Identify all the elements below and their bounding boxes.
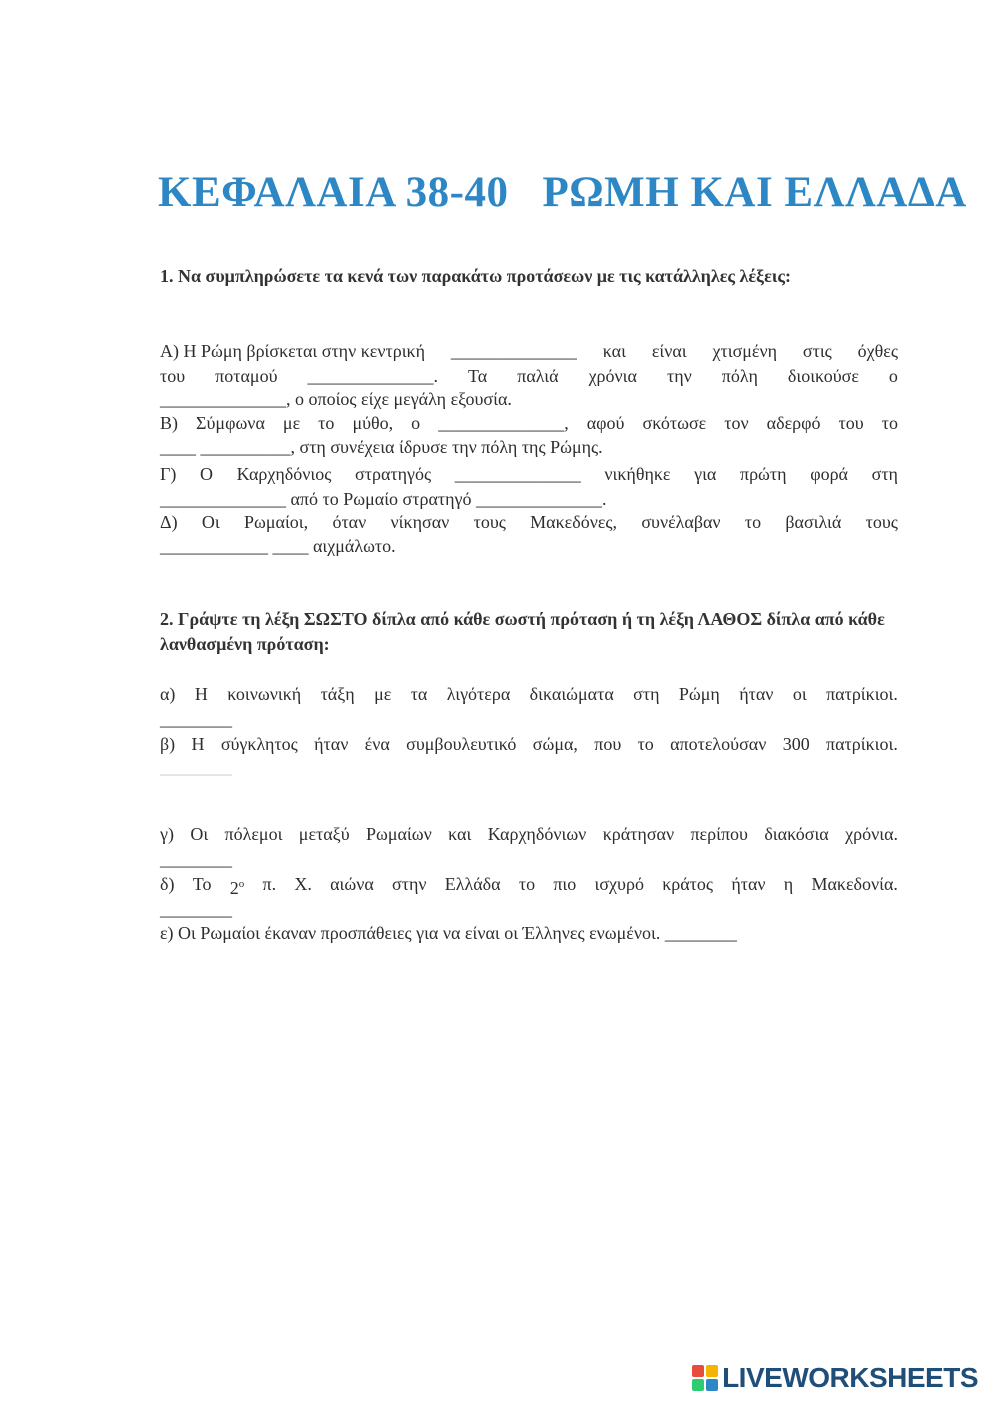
title-chapters: ΚΕΦΑΛΑΙΑ 38-40 [158, 169, 509, 216]
q2-item-d: δ) Το $2^o$ π. Χ. αιώνα στην Ελλάδα το πιο ισχυρό κράτος ήταν η Μακεδονία. [160, 874, 898, 898]
brand-name: LIVEWORKSHEETS [722, 1362, 978, 1393]
title-topic: ΡΩΜΗ ΚΑΙ ΕΛΛΑΔΑ [542, 169, 967, 216]
q2-item-a: α) Η κοινωνική τάξη με τα λιγότερα δικαιώματα στη Ρώμη ήταν οι πατρίκιοι. [160, 684, 898, 704]
question-2-heading: 2. Γράψτε τη λέξη ΣΩΣΤΟ δίπλα από κάθε σωστή πρόταση ή τη λέξη ΛΑΘΟΣ δίπλα από κάθε λανθασμένη πρόταση: [160, 609, 885, 654]
q1-line-5: ____ __________, στη συνέχεια ίδρυσε την πόλη της Ρώμης. [160, 437, 603, 457]
q1-line-4: Β) Σύμφωνα με το μύθο, ο ______________, αφού σκότωσε τον αδερφό του το [160, 413, 898, 433]
liveworksheets-mark-icon [692, 1365, 718, 1391]
q1-line-1: Α) Η Ρώμη βρίσκεται στην κεντρική ______________ και είναι χτισμένη στις όχθες [160, 341, 898, 361]
q2-item-b: β) Η σύγκλητος ήταν ένα συμβουλευτικό σώμα, που το αποτελούσαν 300 πατρίκιοι. [160, 734, 898, 754]
q1-line-7: ______________ από το Ρωμαίο στρατηγό ______________. [160, 489, 607, 509]
page-title [158, 168, 967, 217]
mark-square [706, 1379, 718, 1391]
q1-line-6: Γ) Ο Καρχηδόνιος στρατηγός ______________ νικήθηκε για πρώτη φορά στη [160, 464, 898, 484]
answer-blank[interactable]: ________ [160, 709, 232, 729]
question-1-heading: 1. Να συμπληρώσετε τα κενά των παρακάτω προτάσεων με τις κατάλληλες λέξεις: [160, 266, 791, 286]
answer-blank[interactable]: ________ [160, 849, 232, 869]
mark-square [692, 1365, 704, 1377]
blank[interactable]: ______________ [450, 341, 577, 361]
mark-square [706, 1365, 718, 1377]
blank[interactable]: ______________ [454, 464, 581, 484]
blank[interactable]: ______________, [438, 413, 569, 433]
q2-item-e: ε) Οι Ρωμαίοι έκαναν προσπάθειες για να είναι οι Έλληνες ενωμένοι. ________ [160, 923, 737, 943]
mark-square [692, 1379, 704, 1391]
liveworksheets-logo [692, 1361, 978, 1395]
answer-blank[interactable]: ________ [160, 757, 232, 777]
q1-line-2: του ποταμού ______________. Τα παλιά χρόνια την πόλη διοικούσε ο [160, 366, 898, 386]
q1-line-8: Δ) Οι Ρωμαίοι, όταν νίκησαν τους Μακεδόνες, συνέλαβαν το βασιλιά τους [160, 512, 898, 532]
q2-item-c: γ) Οι πόλεμοι μεταξύ Ρωμαίων και Καρχηδόνιων κράτησαν περίπου διακόσια χρόνια. [160, 824, 898, 844]
q1-line-3: ______________, ο οποίος είχε μεγάλη εξουσία. [160, 389, 512, 409]
q1-line-9: ____________ ____ αιχμάλωτο. [160, 536, 396, 556]
answer-blank[interactable]: ________ [160, 899, 232, 919]
blank[interactable]: ______________. [307, 366, 439, 386]
